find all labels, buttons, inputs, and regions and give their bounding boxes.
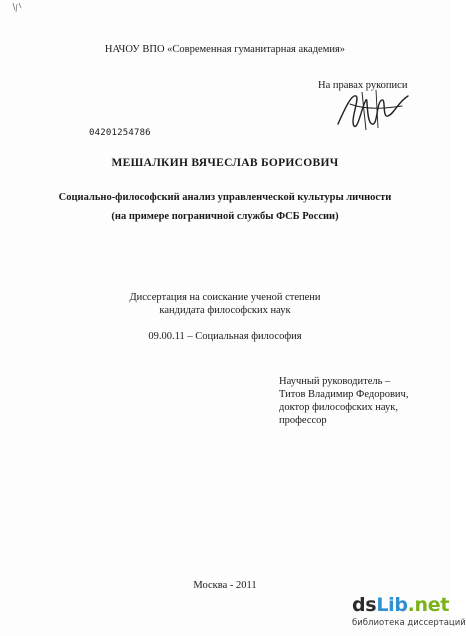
author-name: МЕШАЛКИН ВЯЧЕСЛАВ БОРИСОВИЧ xyxy=(111,157,339,169)
logo-net: .net xyxy=(407,594,450,616)
dissertation-title-line-1: Социально-философский анализ управленческой культуры личности xyxy=(58,192,392,203)
dslib-watermark-link[interactable] xyxy=(352,594,466,636)
city-year: Москва - 2011 xyxy=(193,580,257,591)
advisor-title: профессор xyxy=(279,415,327,426)
advisor-role: Научный руководитель – xyxy=(279,376,391,387)
specialty-code: 09.00.11 – Социальная философия xyxy=(148,331,302,342)
dissertation-title-line-2: (на примере пограничной службы ФСБ России) xyxy=(111,211,339,222)
watermark-subtitle: библиотека диссертаций xyxy=(352,618,466,628)
barcode-number: 04201254786 xyxy=(89,128,151,138)
logo-lib: Lib xyxy=(376,594,408,616)
advisor-block xyxy=(279,375,408,427)
advisor-degree: доктор философских наук, xyxy=(279,402,398,413)
logo-ds: ds xyxy=(352,594,377,616)
scan-mark-icon xyxy=(10,2,24,16)
dslib-logo xyxy=(352,594,449,616)
advisor-name: Титов Владимир Федорович, xyxy=(279,389,409,400)
degree-line-2: кандидата философских наук xyxy=(159,305,291,316)
manuscript-note: На правах рукописи xyxy=(318,80,408,91)
signature-icon xyxy=(332,86,412,138)
degree-line-1: Диссертация на соискание ученой степени xyxy=(129,292,321,303)
institution-name: НАЧОУ ВПО «Современная гуманитарная академия» xyxy=(104,44,346,55)
